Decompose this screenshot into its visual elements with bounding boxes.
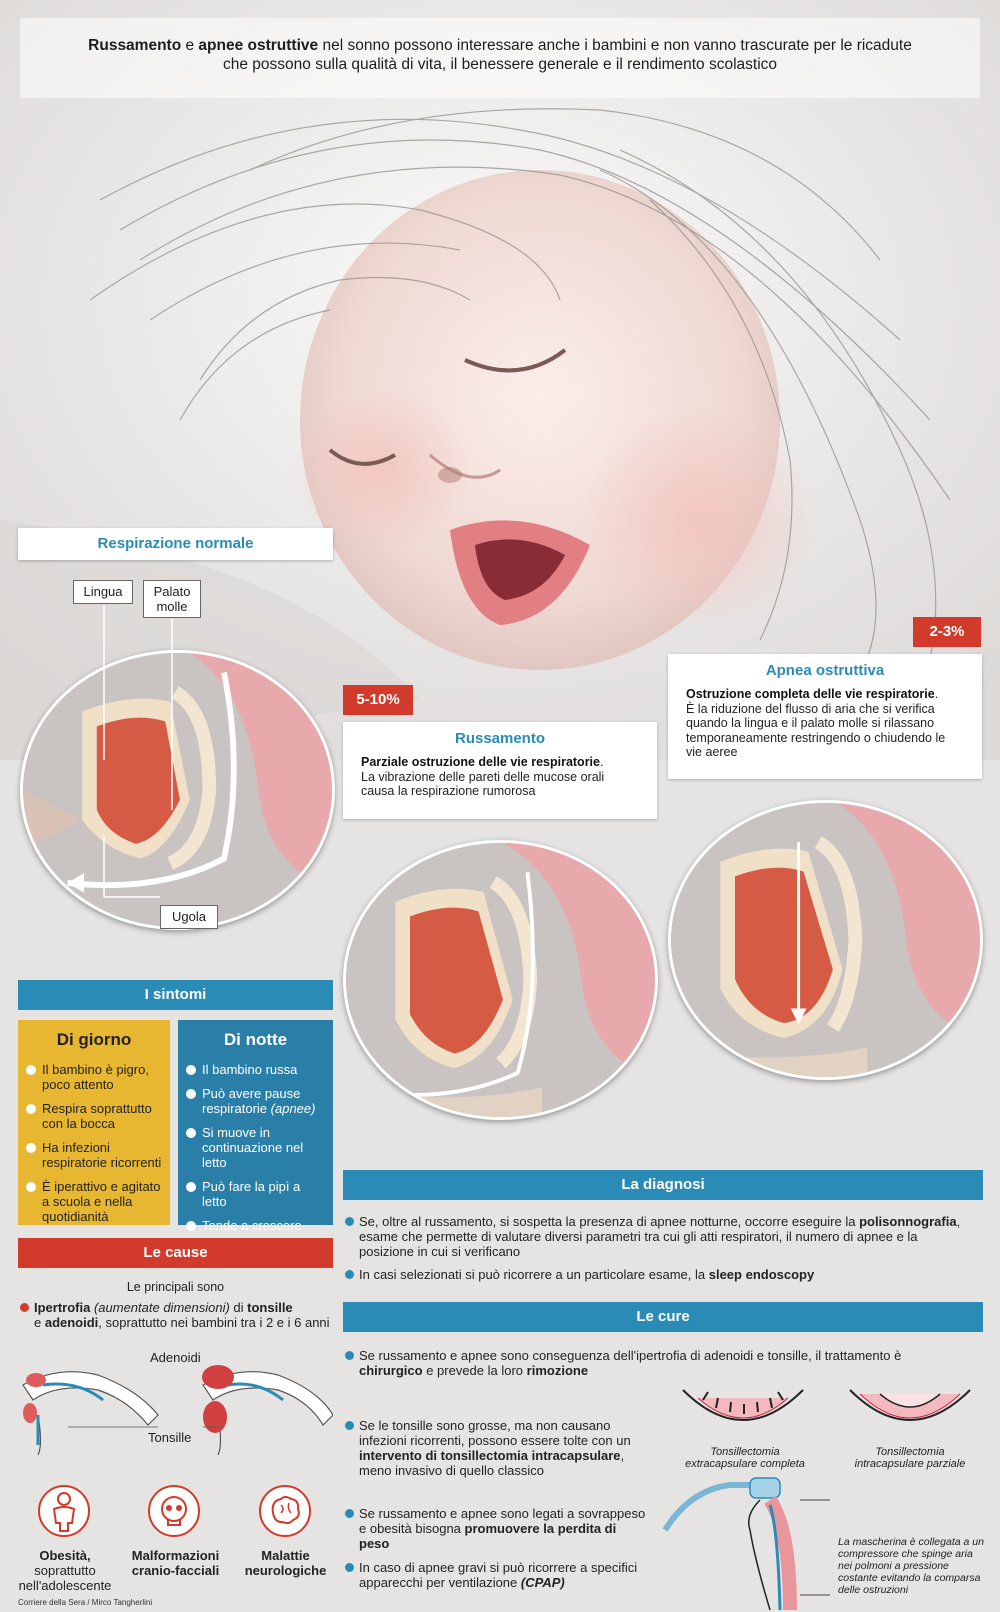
symptoms-day-panel — [18, 1020, 170, 1225]
list-item-bold: polisonnografia — [859, 1214, 957, 1229]
snoring-lead-end: . — [599, 755, 604, 769]
symptoms-header: I sintomi — [18, 980, 333, 1010]
list-item-text: Respira soprattutto con la bocca — [42, 1101, 152, 1131]
apnea-panel — [668, 654, 982, 779]
symptoms-night-title: Di notte — [223, 1030, 288, 1049]
intro-bold-apnea: apnee ostruttive — [198, 37, 319, 54]
person-icon — [38, 1485, 90, 1537]
apnea-lead: Ostruzione completa delle vie respiratorie — [686, 687, 935, 701]
list-item-bold: intervento di tonsillectomia intracapsulare — [359, 1448, 621, 1463]
list-item-bold: promuovere la perdita di peso — [359, 1521, 617, 1551]
cause-text: e — [34, 1315, 45, 1330]
snoring-description — [361, 755, 639, 799]
list-item — [345, 1418, 650, 1478]
label-uvula: Ugola — [160, 905, 218, 929]
normal-label-leaders — [100, 605, 220, 915]
list-item — [26, 1140, 162, 1170]
list-item — [26, 1179, 162, 1224]
diagnosis-header: La diagnosi — [343, 1170, 983, 1200]
list-item-text: Tende a crescere — [202, 1218, 302, 1233]
list-item-text: Può fare la pipì a letto — [202, 1179, 301, 1209]
apnea-text: È la riduzione del flusso di aria che si verifica quando la lingua e il palato molle si rilassano temporaneamente restringendo o chiudendo le vie aeree — [686, 701, 946, 759]
list-item — [20, 1300, 335, 1330]
label-tonsils: Tonsille — [148, 1430, 192, 1445]
list-item-text: Il bambino è pigro, poco attento — [42, 1062, 149, 1092]
list-item-text: , meno invasivo di quello classico — [359, 1448, 625, 1478]
cause-text: , soprattutto nei bambini tra i 2 e i 6 anni — [98, 1315, 330, 1330]
tonsillectomy-intracapsular-figure — [835, 1380, 985, 1440]
symptoms-night-panel — [178, 1020, 333, 1233]
list-item — [186, 1062, 325, 1077]
normal-breathing-header — [18, 528, 333, 560]
list-item-bold: chirurgico — [359, 1363, 423, 1378]
skull-icon — [148, 1485, 200, 1537]
list-item — [345, 1348, 945, 1378]
tonsillectomy-extracapsular-figure — [668, 1380, 818, 1440]
apnea-percent-badge: 2-3% — [913, 617, 981, 647]
cause-text: di — [229, 1300, 248, 1315]
brain-icon — [259, 1485, 311, 1537]
fig-intracapsular-caption: Tonsillectomia intracapsulare parziale — [854, 1446, 966, 1470]
list-item-text: In caso di apnee gravi si può ricorrere a specifici apparecchi per ventilazione — [359, 1560, 638, 1590]
list-item-bold: sleep endoscopy — [708, 1267, 815, 1282]
bullet-dot — [345, 1270, 354, 1279]
label-adenoids: Adenoidi — [150, 1350, 201, 1365]
cause-neurological — [238, 1548, 333, 1578]
list-item — [345, 1560, 650, 1590]
list-item-text: Se russamento e apnee sono conseguenza dell'ipertrofia di adenoidi e tonsille, il trattamento è — [359, 1348, 902, 1363]
snoring-title: Russamento — [454, 730, 546, 747]
apnea-description — [686, 687, 964, 760]
intro-text-part: nel sonno possono interessare anche i bambini e non vanno trascurate per le ricadute — [318, 37, 912, 54]
list-item-text: In casi selezionati si può ricorrere a un particolare esame, la — [359, 1267, 709, 1282]
snoring-lead: Parziale ostruzione delle vie respiratorie — [361, 755, 600, 769]
intro-text — [70, 36, 930, 74]
cause-italic: (aumentate dimensioni) — [90, 1300, 230, 1315]
causes-header: Le cause — [18, 1238, 333, 1268]
cpap-mask-figure — [660, 1470, 830, 1610]
bullet-dot — [186, 1221, 196, 1231]
apnea-lead-end: . — [934, 687, 939, 701]
intro-bold-snoring: Russamento — [88, 37, 182, 54]
apnea-title: Apnea ostruttiva — [765, 662, 885, 679]
cause-icon-bold: Malformazioni cranio-facciali — [131, 1548, 220, 1578]
list-item-text: Può avere pause respiratorie — [202, 1086, 301, 1116]
cause-icon-bold: Obesità, — [39, 1548, 91, 1563]
bullet-dot — [186, 1065, 196, 1075]
list-item-text: Se, oltre al russamento, si sospetta la presenza di apnee notturne, occorre eseguire la — [359, 1214, 860, 1229]
bullet-dot — [345, 1217, 354, 1226]
list-item-text: e prevede la loro — [422, 1363, 527, 1378]
bullet-dot — [26, 1182, 36, 1192]
bullet-dot — [345, 1563, 354, 1572]
treatment-list-4 — [345, 1560, 650, 1590]
list-item — [345, 1214, 975, 1259]
treatment-header: Le cure — [343, 1302, 983, 1332]
treatment-list-2 — [345, 1418, 650, 1478]
causes-subtitle: Le principali sono — [126, 1280, 225, 1294]
symptoms-night-list — [178, 1062, 333, 1248]
list-item-text: , esame che permette di valutare diversi parametri tra cui gli atti respiratori, il numero di apnee e la posizione in cui si verificano — [359, 1214, 961, 1259]
apnea-anatomy — [668, 800, 983, 1080]
treatment-list-3 — [345, 1506, 650, 1551]
bullet-dot — [20, 1303, 29, 1312]
treatment-list-1 — [345, 1348, 945, 1378]
list-item — [186, 1125, 325, 1170]
list-item — [186, 1086, 325, 1116]
list-item-text: Ha infezioni respiratorie ricorrenti — [42, 1140, 162, 1170]
list-item — [26, 1101, 162, 1131]
list-item — [345, 1506, 650, 1551]
snoring-anatomy — [343, 840, 658, 1120]
snoring-text: La vibrazione delle pareti delle mucose orali causa la respirazione rumorosa — [361, 769, 605, 798]
bullet-dot — [186, 1089, 196, 1099]
list-item-text: Si muove in continuazione nel letto — [202, 1125, 304, 1170]
bullet-dot — [345, 1351, 354, 1360]
label-soft-palate: Palato molle — [143, 580, 201, 618]
list-item-bold: rimozione — [526, 1363, 589, 1378]
bullet-dot — [26, 1065, 36, 1075]
bullet-dot — [345, 1509, 354, 1518]
bullet-dot — [26, 1143, 36, 1153]
cause-craniofacial — [128, 1548, 223, 1578]
cause-bold: Ipertrofia — [34, 1300, 91, 1315]
cpap-note: La mascherina è collegata a un compressore che spinge aria nei polmoni a pressione costante evitando la comparsa delle ostruzioni — [838, 1536, 984, 1596]
list-item-text: Se le tonsille sono grosse, ma non causano infezioni ricorrenti, possono essere tolte con un — [359, 1418, 631, 1448]
diagnosis-list — [345, 1214, 975, 1282]
list-item — [345, 1267, 975, 1282]
fig-extracapsular-caption: Tonsillectomia extracapsulare completa — [685, 1446, 805, 1470]
list-item-text: Il bambino russa — [202, 1062, 298, 1077]
cause-bold: adenoidi — [44, 1315, 99, 1330]
causes-list — [20, 1300, 335, 1330]
intro-line2: che possono sulla qualità di vita, il benessere generale e il rendimento scolastico — [222, 56, 778, 73]
list-item — [26, 1062, 162, 1092]
cause-icon-bold: Malattie neurologiche — [244, 1548, 327, 1578]
bullet-dot — [186, 1128, 196, 1138]
normal-breathing-title: Respirazione normale — [97, 535, 254, 552]
bullet-dot — [26, 1104, 36, 1114]
bullet-dot — [345, 1421, 354, 1430]
list-item — [186, 1179, 325, 1209]
bullet-dot — [186, 1182, 196, 1192]
cause-icon-rest: soprattutto nell'adolescente — [18, 1563, 112, 1593]
snoring-panel — [343, 722, 657, 819]
list-item-text: Se russamento e apnee sono legati a sovrappeso e obesità bisogna — [359, 1506, 646, 1536]
symptoms-day-title: Di giorno — [56, 1030, 132, 1049]
list-item-bold: (CPAP) — [520, 1575, 565, 1590]
cause-obesity — [10, 1548, 120, 1593]
list-item-text: È iperattivo e agitato a scuola e nella quotidianità — [42, 1179, 161, 1224]
credit: Corriere della Sera / Mirco Tangherlini — [18, 1598, 153, 1607]
intro-text-part: e — [181, 37, 199, 54]
symptoms-day-list — [18, 1062, 170, 1224]
label-tongue: Lingua — [73, 580, 133, 604]
cause-bold: tonsille — [247, 1300, 293, 1315]
snoring-percent-badge: 5-10% — [343, 685, 413, 715]
list-item-italic: (apnee) — [270, 1101, 316, 1116]
